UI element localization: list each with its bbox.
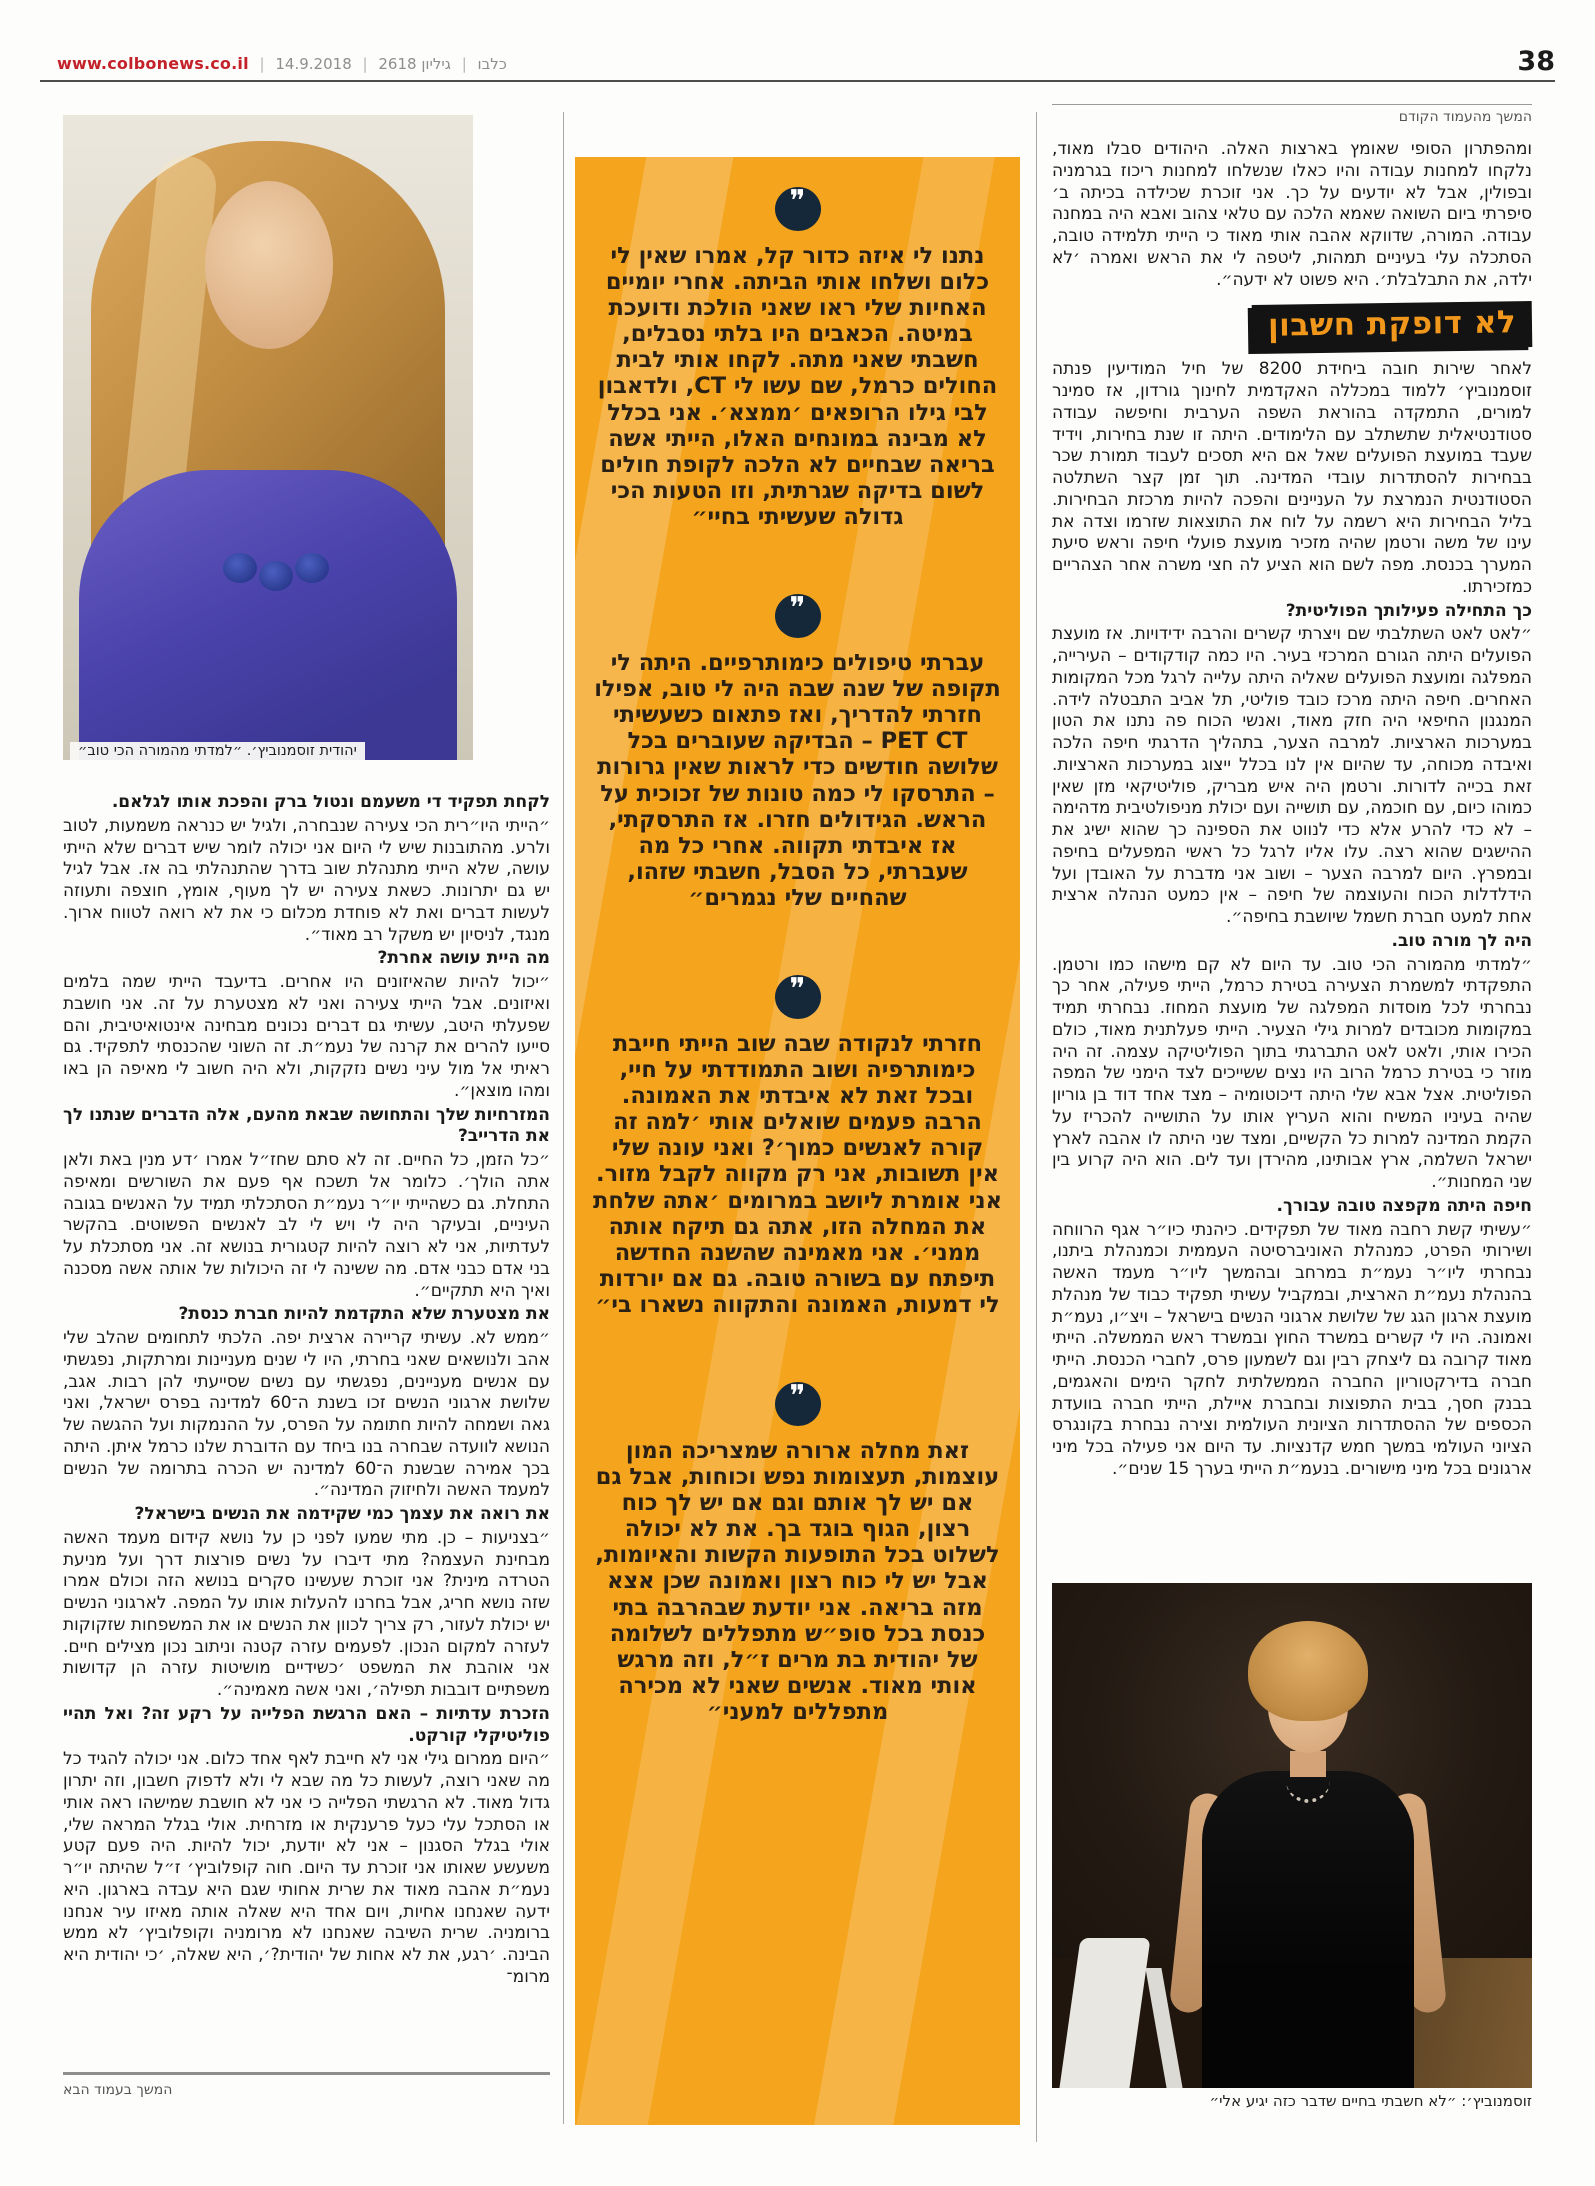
interview-question: המזרחיות שלך והתחושה שבאת מהעם, אלה הדברים שנתנו לך את הדרייב?	[63, 1104, 550, 1147]
issue-date: 14.9.2018	[275, 55, 352, 73]
interview-answer: ״כל הזמן, כל החיים. זה לא סתם שחז״ל אמרו ׳דע מנין באת ולאן אתה הולך׳. כלומר אל תשכח אף פעם את השורשים ומאיפה התחלת. גם כשהייתי יו״ר נעמ״ת הסתכלתי תמיד על האנשים בגובה העיניים, ובעיקר היה לי ויש לי לב לאנשים הפשוטים. בהקשר לעדתיות, אני לא רוצה להיות קטגורית בנושא זה. אני מסתכלת על בני אדם כבני אדם. מה ששינה לי זה היכולות של אותה אשה מסכנה ואיך היא תתקיים״.	[63, 1150, 550, 1301]
article-paragraph: לאחר שירות חובה ביחידת 8200 של חיל המודיעין פנתה זוסמנוביץ׳ ללמוד במכללה האקדמית לחינוך גורדון, אז סמינר למורים, התמקדה בהוראת השפה הערבית וחיפשה עבודה סטודנטיאלית שתשתלב עם הלימודים. היתה זו שנת בחירות, וידיד שעבד במועצת הפועלים שאל אם היא תסכים לעבוד תמורת שכר בבחירות להסתדרות עובדי המדינה. תוך זמן קצר השתלטה הסטודנטית הנמרצת על העניינים והפכה להיות מרכזת הבחירות. בליל הבחירות היא רשמה על לוח את התוצאות שזרמו וצדה את עינו של משה ורטמן שהיה מזכיר מועצת פועלי חיפה וראש סיעת המערך בכנסת. מפה לשם הוא הציע לה חצי משרה אחר הצהריים כמזכירתו.	[1052, 359, 1532, 597]
interview-question: כך התחילה פעילותך הפוליטית?	[1285, 600, 1532, 621]
quote-icon: ❞	[775, 975, 821, 1019]
interview-question: היה לך מורה טוב.	[1391, 930, 1532, 951]
photo-caption: זוסמנוביץ׳: ״לא חשבתי בחיים שדבר כזה יגיע אלי״	[1209, 2092, 1532, 2110]
pull-quote-text: נתנו לי איזה כדור קל, אמרו שאין לי כלום ושלחו אותי הביתה. אחרי יומיים האחיות שלי ראו שאני הולכת ודועכת במיטה. הכאבים היו בלתי נסבלים, חשבתי שאני מתה. לקחו אותי לבית החולים כרמל, שם עשו לי CT, ולדאבון לבי גילו הרופאים ׳ממצא׳. אני בכלל לא מבינה במונחים האלו, הייתי אשה בריאה שבחיים לא הלכה לקופת חולים לשום בדיקה שגרתית, וזו הטעות הכי גדולה שעשיתי בחיי״	[597, 243, 998, 530]
interview-answer: ״הייתי היו״רית הכי צעירה שנבחרה, ולגיל יש כנראה משמעות, לטוב ולרע. מהתובנות שיש לי היום אני יכולה לומר שיש דברים שלא הייתי עושה, שלא הייתי מתנהלת שוב בדרך שהתנהלתי בה אז. אבל לגיל יש גם יתרונות. כשאת צעירה יש לך מעוף, אומץ, חוצפה ותעוזה לעשות דברים ואת לא פוחדת מכלום כי את לא רואה לטווח ארוך. מנגד, לניסיון יש משקל רב מאוד״.	[63, 815, 550, 945]
site-url-link[interactable]: www.colbonews.co.il	[57, 54, 249, 73]
separator: |	[362, 55, 368, 73]
article-paragraph: ומהפתרון הסופי שאומץ בארצות האלה. היהודים סבלו מאוד, נלקחו למחנות עבודה והיו כאלו שנשלחו למחנות ריכוז בגרמניה ובפולין, אבל לא יודעים על כך. אני זוכרת שכילדה בכיתה ב׳ סיפרתי ביום השואה שאמא הלכה עם טלאי צהוב ואבא היה במחנה עבודה. המורה, שדווקא אהבה אותי מאוד כי הייתי תלמידה טובה, הסתכלה עלי בעיניים תמהות, ליטפה לי את הראש ואמרה ׳לא ילדה, את התבלבלת׳. היא פשוט לא ידעה״.	[1052, 139, 1532, 290]
header-rule	[40, 80, 1555, 82]
separator: |	[259, 55, 265, 73]
section-headline: לא דופקת חשבון	[1252, 301, 1533, 351]
interview-question: הזכרת עדתיות – האם הרגשת הפלייה על רקע זה? ואל תהיי פוליטיקלי קורקט.	[63, 1703, 550, 1746]
interview-answer: ״יכול להיות שהאיזונים היו אחרים. בדיעבד הייתי שמה בלמים ואיזונים. אבל הייתי צעירה ואני לא מצטערת על זה. אני חושבת שפעלתי היטב, עשיתי גם דברים נכונים מבחינה אינטואיטיבית, והם סייעו להרים את קרנה של נעמ״ת. זה השוני שהכנסתי לתפקיד. גם ראיתי אל מול עיני נשים נזקקות, ולא היה חשוב לי מאיפה הן באו ומהו מוצאן״.	[63, 972, 550, 1101]
interview-question: חיפה היתה מקפצה טובה עבורך.	[1276, 1195, 1532, 1216]
masthead	[40, 46, 1555, 80]
photo-short-blonde-hair	[1248, 1621, 1368, 1721]
masthead-meta	[57, 54, 507, 73]
pull-quote-text: חזרתי לנקודה שבה שוב הייתי חייבת כימותרפיה ושוב התמודדתי על חיי, ובכל זאת לא איבדתי את האמונה. הרבה פעמים שואלים אותי ׳למה זה קורה לאנשים כמוך׳? ואני עונה שלי אין תשובות, אני רק מקווה לקבל מזור. אני אומרת ליושב במרומים ׳אתה שלחת את המחלה הזו, אתה גם תיקח אותה ממני׳. אני מאמינה שהשנה החדשה תיפתח עם בשורה טובה. גם אם יורדות לי דמעות, האמונה והתקווה נשארו בי״	[593, 1030, 1002, 1318]
pull-quote	[593, 1318, 1002, 1725]
photo-blue-top	[79, 470, 457, 760]
photo-black-dress	[1202, 1771, 1414, 2088]
page-number: 38	[1517, 46, 1555, 77]
photo-face	[205, 181, 333, 349]
section-headline-wrap	[1052, 303, 1532, 349]
interview-answer: ״בצניעות – כן. מתי שמעו לפני כן על נושא קידום מעמד האשה מבחינת העצמה? מתי דיברו על נשים פורצות דרך ועל מניעת הטרדה מינית? אני זוכרת שעשינו סקרים בנושא הזה וכולם אמרו שזה נושא חריג, אבל בחרנו להעלות אותו על המפה. לארגוני הנשים יש יכולת לעזור, רק צריך לכוון את הנשים או את המשפחות שזקוקות לעזרה למקום הנכון. לפעמים עזרה קטנה וניתוב נכון מצילים חיים. אני אוהבת את המשפט ׳כשידיים מושיטות עזרה הן קדושות משפתיים דובבות תפילה׳, ואני אשה מאמינה״.	[62, 1527, 550, 1700]
photo-necklace-bead	[295, 553, 329, 583]
photo-caption: יהודית זוסמנוביץ׳. ״למדתי מהמורה הכי טוב״	[70, 742, 365, 760]
interview-question: לקחת תפקיד די משעמם ונטול ברק והפכת אותו לגלאם.	[111, 792, 550, 812]
continued-next-label: המשך בעמוד הבא	[63, 2082, 173, 2098]
photo-portrait-interviewee	[63, 115, 473, 760]
photo-necklace-bead	[259, 561, 293, 591]
interview-answer: ״לאט לאט השתלבתי שם ויצרתי קשרים והרבה ידידויות. אז מועצת הפועלים היתה הגורם המרכזי בעיר. היו כמה קודקודים – העירייה, המפלגה ומועצת הפועלים שאליה היתה עלייה לרגל מכל המקומות האחרים. חיפה היתה מרכז כובד פוליטי, תל אביב התבטלה לידה. המנגנון החיפאי היה חזק מאוד, ואנשי הכוח פה נתנו את הטון במערכות הארציות. למרבה הצער, בתהליך הדרגתי חיפה הלכה ואיבדה מכוחה, עד שהיום אין לנו בכלל ייצוג במערכות הארציות. זאת בכייה לדורות. ורטמן היה איש מבריק, פוליטיקאי מזן שאין כמוהו כיום, עם חוכמה, עם תושייה ועם יכולת מניפולטיבית מדהימה – לא כדי להרע אלא כדי לנווט את הספינה כך שהוא ישיג את ההישגים שהוא רצה. עלו אליו לרגל כל ראשי המפעלים בחיפה ובמפרץ. היום למרבה הצער – ושוב אני מדברת על האובדן ועל הידלדלות הכוח והעוצמה של חיפה – אין כמעט הנהלה ארצית אחת למעט חברת חשמל שיושבת בחיפה״.	[1052, 624, 1532, 927]
quote-icon: ❞	[775, 1382, 821, 1426]
column-divider	[1036, 112, 1037, 2142]
pull-quote	[593, 157, 1002, 530]
continued-from-label: המשך מהעמוד הקודם	[1052, 104, 1532, 125]
column-divider	[563, 112, 564, 2124]
pull-quote-text: זאת מחלה ארורה שמצריכה המון עוצמות, תעצומות נפש וכוחות, אבל גם אם יש לך אותם וגם אם יש לך כוח רצון, הגוף בוגד בך. את לא יכולה לשלוט בכל התופעות הקשות והאיומות, אבל יש לי כוח רצון ואמונה שכן אצא מזה בריאה. אני יודעת שבהרבה בתי כנסת בכל סופ״ש מתפללים לשלומה של יהודית בת מרים ז״ל, וזה מרגש אותי מאוד. אנשים שאני לא מכירה מתפללים למעני״	[595, 1438, 1000, 1725]
pull-quote-text: עברתי טיפולים כימותרפיים. היתה לי תקופה של שנה שבה היה לי טוב, אפילו חזרתי להדריך, ואז פתאום כשעשיתי PET CT – הבדיקה שעוברים בכל שלושה חודשים כדי לראות שאין גרורות – התרסקו לי כמה טונות של זכוכית על הראש. הגידולים חזרו. אז התרסקתי, אז איבדתי תקווה. אחרי כל מה שעברתי, כל הסבל, חשבתי שזהו, שהחיים שלי נגמרים״	[594, 650, 1001, 911]
article-column-right	[1052, 104, 1532, 1483]
interview-question: את רואה את עצמך כמי שקידמה את הנשים בישראל?	[134, 1504, 550, 1524]
photo-subject-event	[1052, 1583, 1532, 2088]
separator: |	[461, 55, 467, 73]
interview-answer: ״עשיתי קשת רחבה מאוד של תפקידים. כיהנתי כיו״ר אגף הרווחה ושירותי הפרט, כמנהלת האוניברסיטה העממית וכמנהלת ביתנו, נבחרתי ליו״ר נעמ״ת במרחב ובהמשך ליו״ר מעמד האשה בהנהלת נעמ״ת הארצית, ובמקביל עשיתי תפקיד כבוד של מנהלת מועצת ארגון הגג של שלושת ארגוני הנשים בישראל – ויצ״ו, נעמ״ת ואמונה. היו לי קשרים במשרד החוץ ובמשרד ראש הממשלה. הייתי מאוד קרובה גם ליצחק רבין וגם לשמעון פרס, לחברי הכנסת. הייתי חברה בדירקטוריון החברה הממשלתית לחקר הימים והאגמים, בבנק חסך, בבית התפוצות ובחברת איילת, הייתי חברה בוועדת הכספים של ההסתדרות הציונית העולמית וצירה נבחרת בקונגרס הציוני העולמי במשך חמש קדנציות. עד היום אני פעילה בכל מיני ארגונים בכל מיני מישורים. בנעמ״ת הייתי בערך 15 שנים״.	[1052, 1219, 1532, 1479]
photo-necklace-bead	[223, 553, 257, 583]
photo-neck	[1290, 1751, 1326, 1777]
quote-icon: ❞	[775, 187, 821, 231]
interview-question: את מצטערת שלא התקדמת להיות חברת כנסת?	[178, 1304, 550, 1325]
interview-answer: ״היום ממרום גילי אני לא חייבת לאף אחד כלום. אני יכולה להגיד כל מה שאני רוצה, לעשות כל מה שבא לי ולא לדפוק חשבון, וזה יתרון גדול מאוד. לא הרגשתי הפלייה כי אני לא חושבת שמישהו ראה אותי או הסתכל עלי כעל פרענקית או מזרחית. אולי בגלל המראה שלי, אולי בגלל הסגנון – אני לא יודעת, יכול להיות. היה פעם קטע משעשע שאותו אני זוכרת עד היום. חוה קופלוביץ׳ ז״ל שהיתה יו״ר נעמ״ת אהבה מאוד את שרית אחותי שגם היא עבדה בארגון. היא ידעה שאנחנו אחיות, ויום אחד היא שאלה אותה מאיזו עיר אנחנו ברומניה. שרית השיבה שאנחנו לא מרומניה וקופלוביץ׳ לא ממש הבינה. ׳רגע, את לא אחות של יהודית?׳, היא שאלה, ׳כי יהודית היא מרומ־	[63, 1749, 550, 1987]
article-column-left	[63, 792, 550, 1991]
quote-icon: ❞	[775, 594, 821, 638]
pull-quotes-column	[575, 157, 1020, 2125]
paper-name: כלבו	[477, 55, 507, 73]
interview-question: מה היית עושה אחרת?	[377, 948, 550, 969]
continued-rule	[63, 2072, 550, 2075]
interview-answer: ״ממש לא. עשיתי קריירה ארצית יפה. הלכתי לתחומים שהלב שלי אהב ולנושאים שאני בחרתי, היו לי שנים מעניינות ומרתקות, נפגשתי עם אנשים מעניינים, נפגשתי עם נשים שסייעתי להן רבות. אגב, שלושת ארגוני הנשים זכו בשנת ה־60 למדינה בפרס ישראל, ואני גאה ושמחה להיות חתומה על הפרס, על ההנמקות ועל ההגשה של הנושא לוועדה שבחרה בנו ביחד עם הדוברת שלנו כרמל איתן. היתה בכך אמירה שבשנת ה־60 למדינה יש הכרה בתרומה של הנשים למעמד האשה ולחיזוק המדינה״.	[63, 1328, 550, 1501]
pull-quote	[593, 530, 1002, 911]
issue-number: גיליון 2618	[378, 55, 451, 73]
pull-quote	[593, 911, 1002, 1318]
interview-answer: ״למדתי מהמורה הכי טוב. עד היום לא קם מישהו כמו ורטמן. התפקדתי למשמרת הצעירה בטירת כרמל, הייתי פעילה, אחר כך נבחרתי לכל מוסדות המפלגה של מועצת המחוז. נבחרתי תמיד במקומות מכובדים למרות גילי הצעיר. הייתי פעלתנית מאוד, כולם הכירו אותי, ולאט לאט התברגתי בתוך הפוליטיקה עצמה. זה היה מוזר כי בטירת כרמל הרוב היו נצים ששייכים לצד הימני של המפה הפוליטית. אצל אבא שלי היתה דיכוטומיה – מצד אחד דוד בן גוריון שהיה בעיניו המשיח והוא העריץ אותו על התושייה להכריז על הקמת המדינה למרות כל הקשיים, ומצד שני היתה לו אהבה לארץ ישראל השלמה, ארץ אבותינו, מהירדן ועד לים. הוא היה קרוע בין שני המחנות״.	[1052, 954, 1532, 1192]
